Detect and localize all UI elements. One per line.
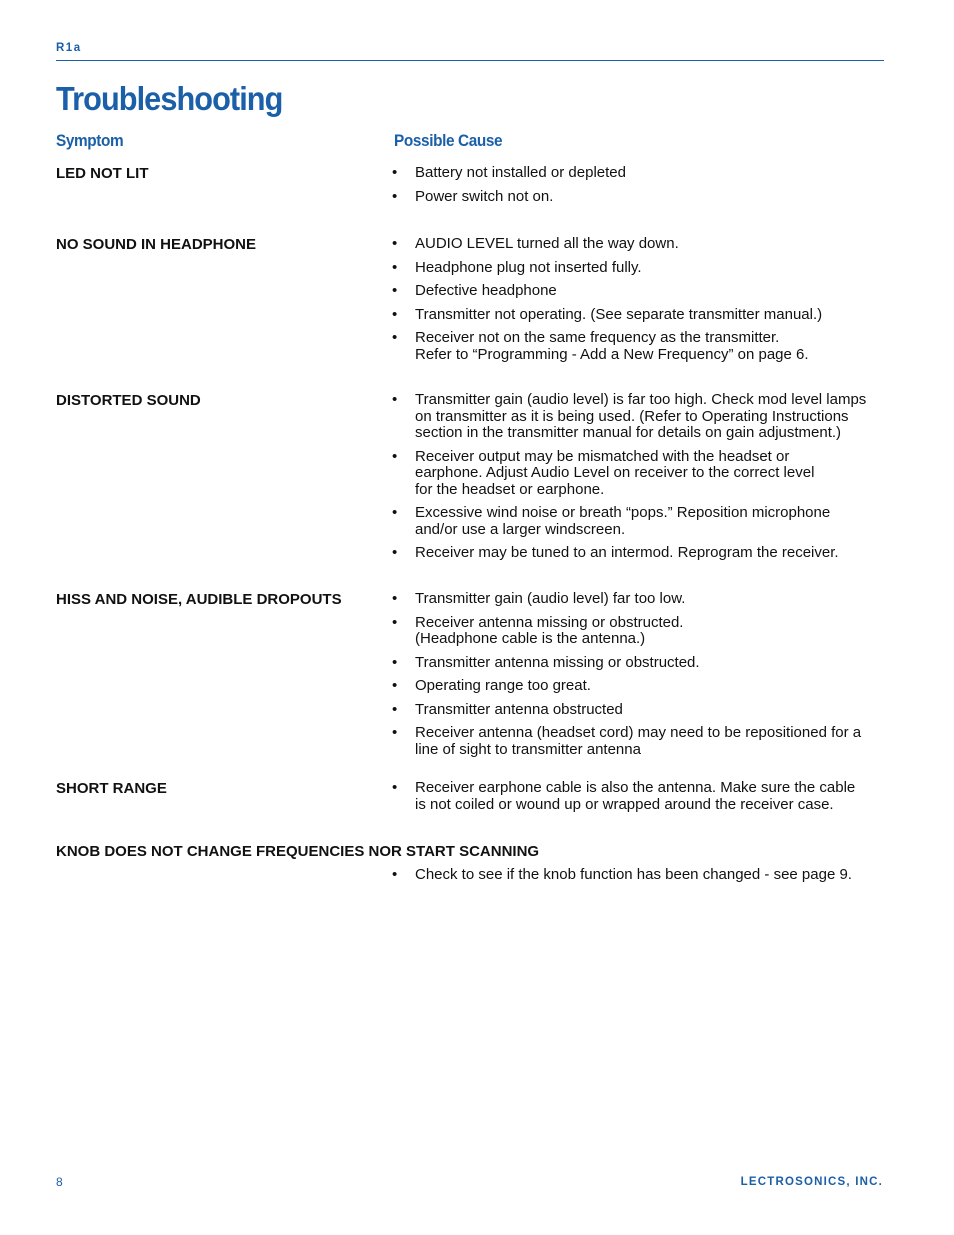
bullet-icon: • <box>392 779 398 796</box>
cause-item <box>392 725 892 758</box>
bullet-icon: • <box>392 677 398 694</box>
bullet-icon: • <box>392 235 398 252</box>
cause-item <box>392 260 892 277</box>
bullet-icon: • <box>392 282 398 299</box>
symptom-label: SHORT RANGE <box>56 780 167 797</box>
cause-item <box>392 449 892 499</box>
cause-text: Operating range too great. <box>415 677 591 694</box>
cause-text: Receiver output may be mismatched with the headset or <box>415 447 790 465</box>
cause-list <box>392 165 892 205</box>
cause-item <box>392 655 892 672</box>
bullet-icon: • <box>392 258 398 276</box>
cause-item <box>392 392 892 442</box>
cause-item <box>392 545 892 562</box>
cause-item <box>392 591 892 608</box>
symptom-label: HISS AND NOISE, AUDIBLE DROPOUTS <box>56 591 342 608</box>
bullet-icon: • <box>392 653 398 671</box>
header-divider <box>56 60 884 61</box>
symptom-label: LED NOT LIT <box>56 165 149 182</box>
bullet-icon: • <box>392 187 398 205</box>
cause-item <box>392 678 892 695</box>
cause-text: Headphone plug not inserted fully. <box>415 258 642 276</box>
symptom-column-header: Symptom <box>56 132 124 150</box>
cause-text: Transmitter antenna missing or obstructed. <box>415 653 700 671</box>
symptom-label: KNOB DOES NOT CHANGE FREQUENCIES NOR START SCANNING <box>56 843 540 860</box>
bullet-icon: • <box>392 866 398 883</box>
cause-text: Check to see if the knob function has been changed - see page 9. <box>415 866 852 883</box>
bullet-icon: • <box>392 700 398 718</box>
cause-list <box>392 867 892 884</box>
page-title: Troubleshooting <box>56 80 283 117</box>
cause-column-header: Possible Cause <box>394 132 503 150</box>
cause-text: earphone. Adjust Audio Level on receiver to the correct level <box>415 464 815 481</box>
bullet-icon: • <box>392 447 398 465</box>
cause-text: Refer to “Programming - Add a New Frequency” on page 6. <box>415 345 809 363</box>
cause-item <box>392 330 892 363</box>
cause-text: Receiver earphone cable is also the antenna. Make sure the cable <box>415 779 856 796</box>
cause-text: for the headset or earphone. <box>415 480 605 498</box>
cause-text: Receiver not on the same frequency as the transmitter. <box>415 329 780 346</box>
cause-list <box>392 392 892 562</box>
cause-item <box>392 867 892 884</box>
cause-text: is not coiled or wound up or wrapped around the receiver case. <box>415 795 834 813</box>
bullet-icon: • <box>392 590 398 607</box>
cause-list <box>392 591 892 758</box>
cause-text: Defective headphone <box>415 282 557 299</box>
cause-text: Excessive wind noise or breath “pops.” Reposition microphone <box>415 504 831 521</box>
cause-list <box>392 780 892 813</box>
bullet-icon: • <box>392 391 398 408</box>
bullet-icon: • <box>392 613 398 631</box>
bullet-icon: • <box>392 504 398 521</box>
cause-item <box>392 283 892 300</box>
cause-item <box>392 780 892 813</box>
cause-item <box>392 615 892 648</box>
cause-text: Transmitter gain (audio level) far too low. <box>415 590 686 607</box>
cause-text: Transmitter antenna obstructed <box>415 700 623 718</box>
cause-item <box>392 236 892 253</box>
cause-text: Transmitter not operating. (See separate transmitter manual.) <box>415 305 823 323</box>
document-model-tag: R1a <box>56 42 82 54</box>
cause-text: AUDIO LEVEL turned all the way down. <box>415 235 679 252</box>
cause-item <box>392 189 892 206</box>
cause-item <box>392 702 892 719</box>
cause-text: line of sight to transmitter antenna <box>415 740 641 758</box>
cause-text: Receiver may be tuned to an intermod. Reprogram the receiver. <box>415 544 839 561</box>
page-number: 8 <box>56 1175 63 1189</box>
cause-text: (Headphone cable is the antenna.) <box>415 630 646 647</box>
bullet-icon: • <box>392 164 398 181</box>
bullet-icon: • <box>392 544 398 561</box>
cause-item <box>392 307 892 324</box>
cause-text: on transmitter as it is being used. (Refer to Operating Instructions <box>415 407 849 425</box>
cause-list <box>392 236 892 363</box>
cause-text: Receiver antenna (headset cord) may need to be repositioned for a <box>415 724 862 741</box>
cause-text: Receiver antenna missing or obstructed. <box>415 613 684 631</box>
bullet-icon: • <box>392 724 398 741</box>
cause-text: Battery not installed or depleted <box>415 164 626 181</box>
bullet-icon: • <box>392 305 398 323</box>
cause-item <box>392 165 892 182</box>
cause-text: section in the transmitter manual for details on gain adjustment.) <box>415 424 842 441</box>
cause-text: Power switch not on. <box>415 187 554 205</box>
cause-text: Transmitter gain (audio level) is far too high. Check mod level lamps <box>415 391 867 408</box>
cause-text: and/or use a larger windscreen. <box>415 520 626 538</box>
company-name: LECTROSONICS, INC. <box>740 1176 883 1188</box>
symptom-label: DISTORTED SOUND <box>56 392 201 409</box>
symptom-label: NO SOUND IN HEADPHONE <box>56 236 257 253</box>
cause-item <box>392 505 892 538</box>
bullet-icon: • <box>392 329 398 346</box>
